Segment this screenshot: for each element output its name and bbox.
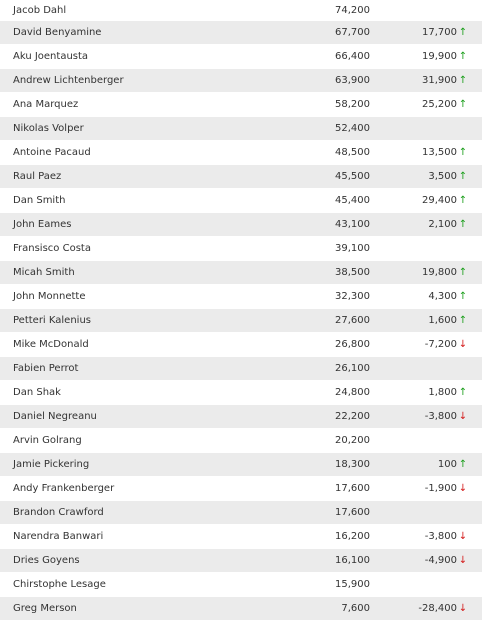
chip-change-cell	[370, 387, 468, 398]
table-row	[0, 453, 482, 477]
chip-change-cell	[370, 603, 468, 614]
chip-count: 27,600	[335, 315, 370, 326]
player-name: Mike McDonald	[13, 339, 89, 350]
chip-count: 26,100	[335, 363, 370, 374]
chip-count: 45,400	[335, 195, 370, 206]
table-row	[0, 261, 482, 285]
chip-change-cell	[370, 51, 468, 62]
player-name: Dan Shak	[13, 387, 61, 398]
table-row	[0, 189, 482, 213]
player-name: David Benyamine	[13, 27, 102, 38]
chip-count: 67,700	[335, 27, 370, 38]
arrow-up-icon: ↑	[458, 315, 468, 326]
chip-change: -7,200	[424, 339, 457, 350]
chip-count: 45,500	[335, 171, 370, 182]
chip-change-cell	[370, 267, 468, 278]
chip-change: -4,900	[424, 555, 457, 566]
player-name: Micah Smith	[13, 267, 75, 278]
chip-change: 13,500	[422, 147, 457, 158]
chip-change-cell	[370, 147, 468, 158]
chip-change: 2,100	[428, 219, 457, 230]
chip-change: 1,600	[428, 315, 457, 326]
player-name: Fransisco Costa	[13, 243, 91, 254]
arrow-down-icon: ↓	[458, 531, 468, 542]
chip-count: 74,200	[335, 4, 370, 16]
chip-change-cell	[370, 459, 468, 470]
chip-change: 17,700	[422, 27, 457, 38]
arrow-up-icon: ↑	[458, 75, 468, 86]
player-name: Daniel Negreanu	[13, 411, 97, 422]
table-row	[0, 429, 482, 453]
arrow-up-icon: ↑	[458, 387, 468, 398]
table-row	[0, 117, 482, 141]
chip-change: -3,800	[424, 411, 457, 422]
chip-count: 18,300	[335, 459, 370, 470]
table-row	[0, 597, 482, 621]
player-name: Nikolas Volper	[13, 123, 84, 134]
table-row	[0, 357, 482, 381]
chip-change-cell	[370, 531, 468, 542]
player-name: Andrew Lichtenberger	[13, 75, 124, 86]
table-row	[0, 165, 482, 189]
chip-change: 31,900	[422, 75, 457, 86]
player-name: Raul Paez	[13, 171, 62, 182]
chip-change: -1,900	[424, 483, 457, 494]
arrow-down-icon: ↓	[458, 339, 468, 350]
chip-change: 3,500	[428, 171, 457, 182]
chip-count: 39,100	[335, 243, 370, 254]
player-name: John Eames	[13, 219, 72, 230]
chip-change: 1,800	[428, 387, 457, 398]
chip-count: 24,800	[335, 387, 370, 398]
player-name: Greg Merson	[13, 603, 77, 614]
chip-change-cell	[370, 27, 468, 38]
table-row	[0, 501, 482, 525]
chip-count: 20,200	[335, 435, 370, 446]
table-row	[0, 0, 482, 21]
chip-change: -3,800	[424, 531, 457, 542]
arrow-up-icon: ↑	[458, 51, 468, 62]
player-name: Jamie Pickering	[13, 459, 90, 470]
player-name: Ana Marquez	[13, 99, 79, 110]
arrow-down-icon: ↓	[458, 411, 468, 422]
table-row	[0, 333, 482, 357]
table-row	[0, 237, 482, 261]
arrow-up-icon: ↑	[458, 27, 468, 38]
arrow-up-icon: ↑	[458, 147, 468, 158]
chip-change: 19,800	[422, 267, 457, 278]
chip-change-cell	[370, 315, 468, 326]
chip-change: -28,400	[418, 603, 457, 614]
chip-count: 17,600	[335, 483, 370, 494]
chip-change-cell	[370, 219, 468, 230]
chip-change-cell	[370, 291, 468, 302]
table-row	[0, 309, 482, 333]
table-row	[0, 93, 482, 117]
chip-change-cell	[370, 171, 468, 182]
table-row	[0, 285, 482, 309]
player-name: Dries Goyens	[13, 555, 80, 566]
chip-change: 25,200	[422, 99, 457, 110]
player-name: Andy Frankenberger	[13, 483, 115, 494]
player-name: Dan Smith	[13, 195, 66, 206]
chip-change: 19,900	[422, 51, 457, 62]
player-name: Antoine Pacaud	[13, 147, 91, 158]
player-name: Narendra Banwari	[13, 531, 104, 542]
table-row	[0, 69, 482, 93]
player-name: Arvin Golrang	[13, 435, 82, 446]
table-row	[0, 405, 482, 429]
player-name: Chirstophe Lesage	[13, 579, 106, 590]
arrow-down-icon: ↓	[458, 555, 468, 566]
chip-count: 32,300	[335, 291, 370, 302]
chip-count: 63,900	[335, 75, 370, 86]
chip-count: 22,200	[335, 411, 370, 422]
table-row	[0, 477, 482, 501]
player-name: Brandon Crawford	[13, 507, 104, 518]
player-name: John Monnette	[13, 291, 86, 302]
arrow-up-icon: ↑	[458, 459, 468, 470]
chip-change: 100	[437, 459, 457, 470]
chip-count: 16,100	[335, 555, 370, 566]
chip-count: 17,600	[335, 507, 370, 518]
chip-count: 7,600	[341, 603, 370, 614]
chip-count: 58,200	[335, 99, 370, 110]
table-row	[0, 213, 482, 237]
table-row	[0, 21, 482, 45]
chip-count: 66,400	[335, 51, 370, 62]
chip-change-cell	[370, 411, 468, 422]
table-row	[0, 141, 482, 165]
arrow-up-icon: ↑	[458, 171, 468, 182]
chip-count: 52,400	[335, 123, 370, 134]
player-name: Aku Joentausta	[13, 51, 89, 62]
chip-change-cell	[370, 483, 468, 494]
arrow-down-icon: ↓	[458, 603, 468, 614]
arrow-up-icon: ↑	[458, 99, 468, 110]
chip-count: 15,900	[335, 579, 370, 590]
player-name: Fabien Perrot	[13, 363, 79, 374]
chip-change-cell	[370, 555, 468, 566]
table-row	[0, 549, 482, 573]
chip-count: 26,800	[335, 339, 370, 350]
table-row	[0, 45, 482, 69]
chip-count: 16,200	[335, 531, 370, 542]
chip-count: 48,500	[335, 147, 370, 158]
chip-count: 38,500	[335, 267, 370, 278]
chip-change-cell	[370, 75, 468, 86]
table-row	[0, 573, 482, 597]
chip-change: 29,400	[422, 195, 457, 206]
table-row	[0, 381, 482, 405]
arrow-up-icon: ↑	[458, 195, 468, 206]
arrow-up-icon: ↑	[458, 291, 468, 302]
chip-count: 43,100	[335, 219, 370, 230]
table-row	[0, 525, 482, 549]
chip-change-cell	[370, 99, 468, 110]
arrow-up-icon: ↑	[458, 267, 468, 278]
arrow-up-icon: ↑	[458, 219, 468, 230]
chip-change: 4,300	[428, 291, 457, 302]
chip-change-cell	[370, 339, 468, 350]
player-name: Jacob Dahl	[13, 4, 67, 16]
player-name: Petteri Kalenius	[13, 315, 91, 326]
chip-change-cell	[370, 195, 468, 206]
arrow-down-icon: ↓	[458, 483, 468, 494]
